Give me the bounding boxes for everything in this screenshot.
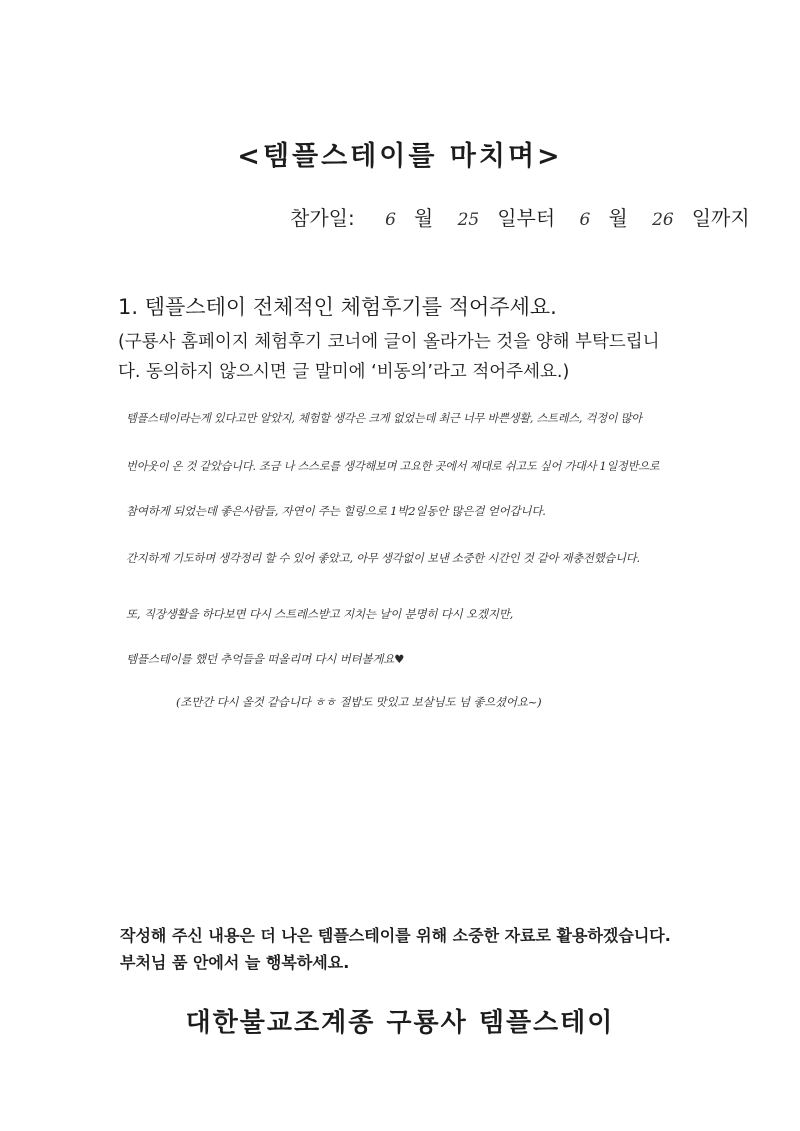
question-heading: 1. 템플스테이 전체적인 체험후기를 적어주세요. <box>118 295 557 319</box>
end-day: 26 <box>652 210 674 230</box>
handwritten-line: 번아웃이 온 것 같았습니다. 조금 나 스스로를 생각해보며 고요한 곳에서 제대로 쉬고도 싶어 가대사 1일정반으로 <box>126 459 660 473</box>
month-word-2: 월 <box>608 206 628 230</box>
handwritten-line: 템플스테이를 했던 추억들을 떠올리며 다시 버텨볼게요♥ <box>126 652 405 666</box>
note-line: (구룡사 홈페이지 체험후기 코너에 글이 올라가는 것을 양해 부탁드립니 <box>118 332 660 352</box>
start-day: 25 <box>457 210 480 230</box>
footer-line: 부처님 품 안에서 늘 행복하세요. <box>120 953 350 972</box>
footer-line: 작성해 주신 내용은 더 나은 템플스테이를 위해 소중한 자료로 활용하겠습니다. <box>120 926 671 945</box>
handwritten-line: 간지하게 기도하며 생각정리 할 수 있어 좋았고, 아무 생각없이 보낸 소중한 시간인 것 같아 재충전했습니다. <box>126 551 640 565</box>
page-title: <템플스테이를 마치며> <box>237 141 563 172</box>
from-word: 일부터 <box>497 206 556 230</box>
period-label: 참가일: <box>290 206 355 230</box>
month-word-1: 월 <box>413 206 434 230</box>
handwritten-line: 또, 직장생활을 하다보면 다시 스트레스받고 지치는 날이 분명히 다시 오겠지만, <box>126 607 514 621</box>
handwritten-line: 참여하게 되었는데 좋은사람들, 자연이 주는 힐링으로 1박2일동안 많은걸 얻어갑니다. <box>126 504 546 518</box>
participation-period <box>290 202 750 231</box>
to-word: 일까지 <box>691 206 750 230</box>
handwritten-line: 템플스테이라는게 있다고만 알았지, 체험할 생각은 크게 없었는데 최근 너무 바쁜생활, 스트레스, 걱정이 많아 <box>126 411 642 425</box>
handwritten-line: (조만간 다시 올것 같습니다 ㅎㅎ 절밥도 맛있고 보살님도 넘 좋으셨어요~) <box>176 695 542 709</box>
question-note <box>118 327 718 387</box>
organization-name: 대한불교조계종 구룡사 템플스테이 <box>185 1008 615 1038</box>
note-line: 다. 동의하지 않으시면 글 말미에 ‘비동의’라고 적어주세요.) <box>118 362 570 382</box>
start-month: 6 <box>385 210 396 230</box>
end-month: 6 <box>579 210 591 230</box>
